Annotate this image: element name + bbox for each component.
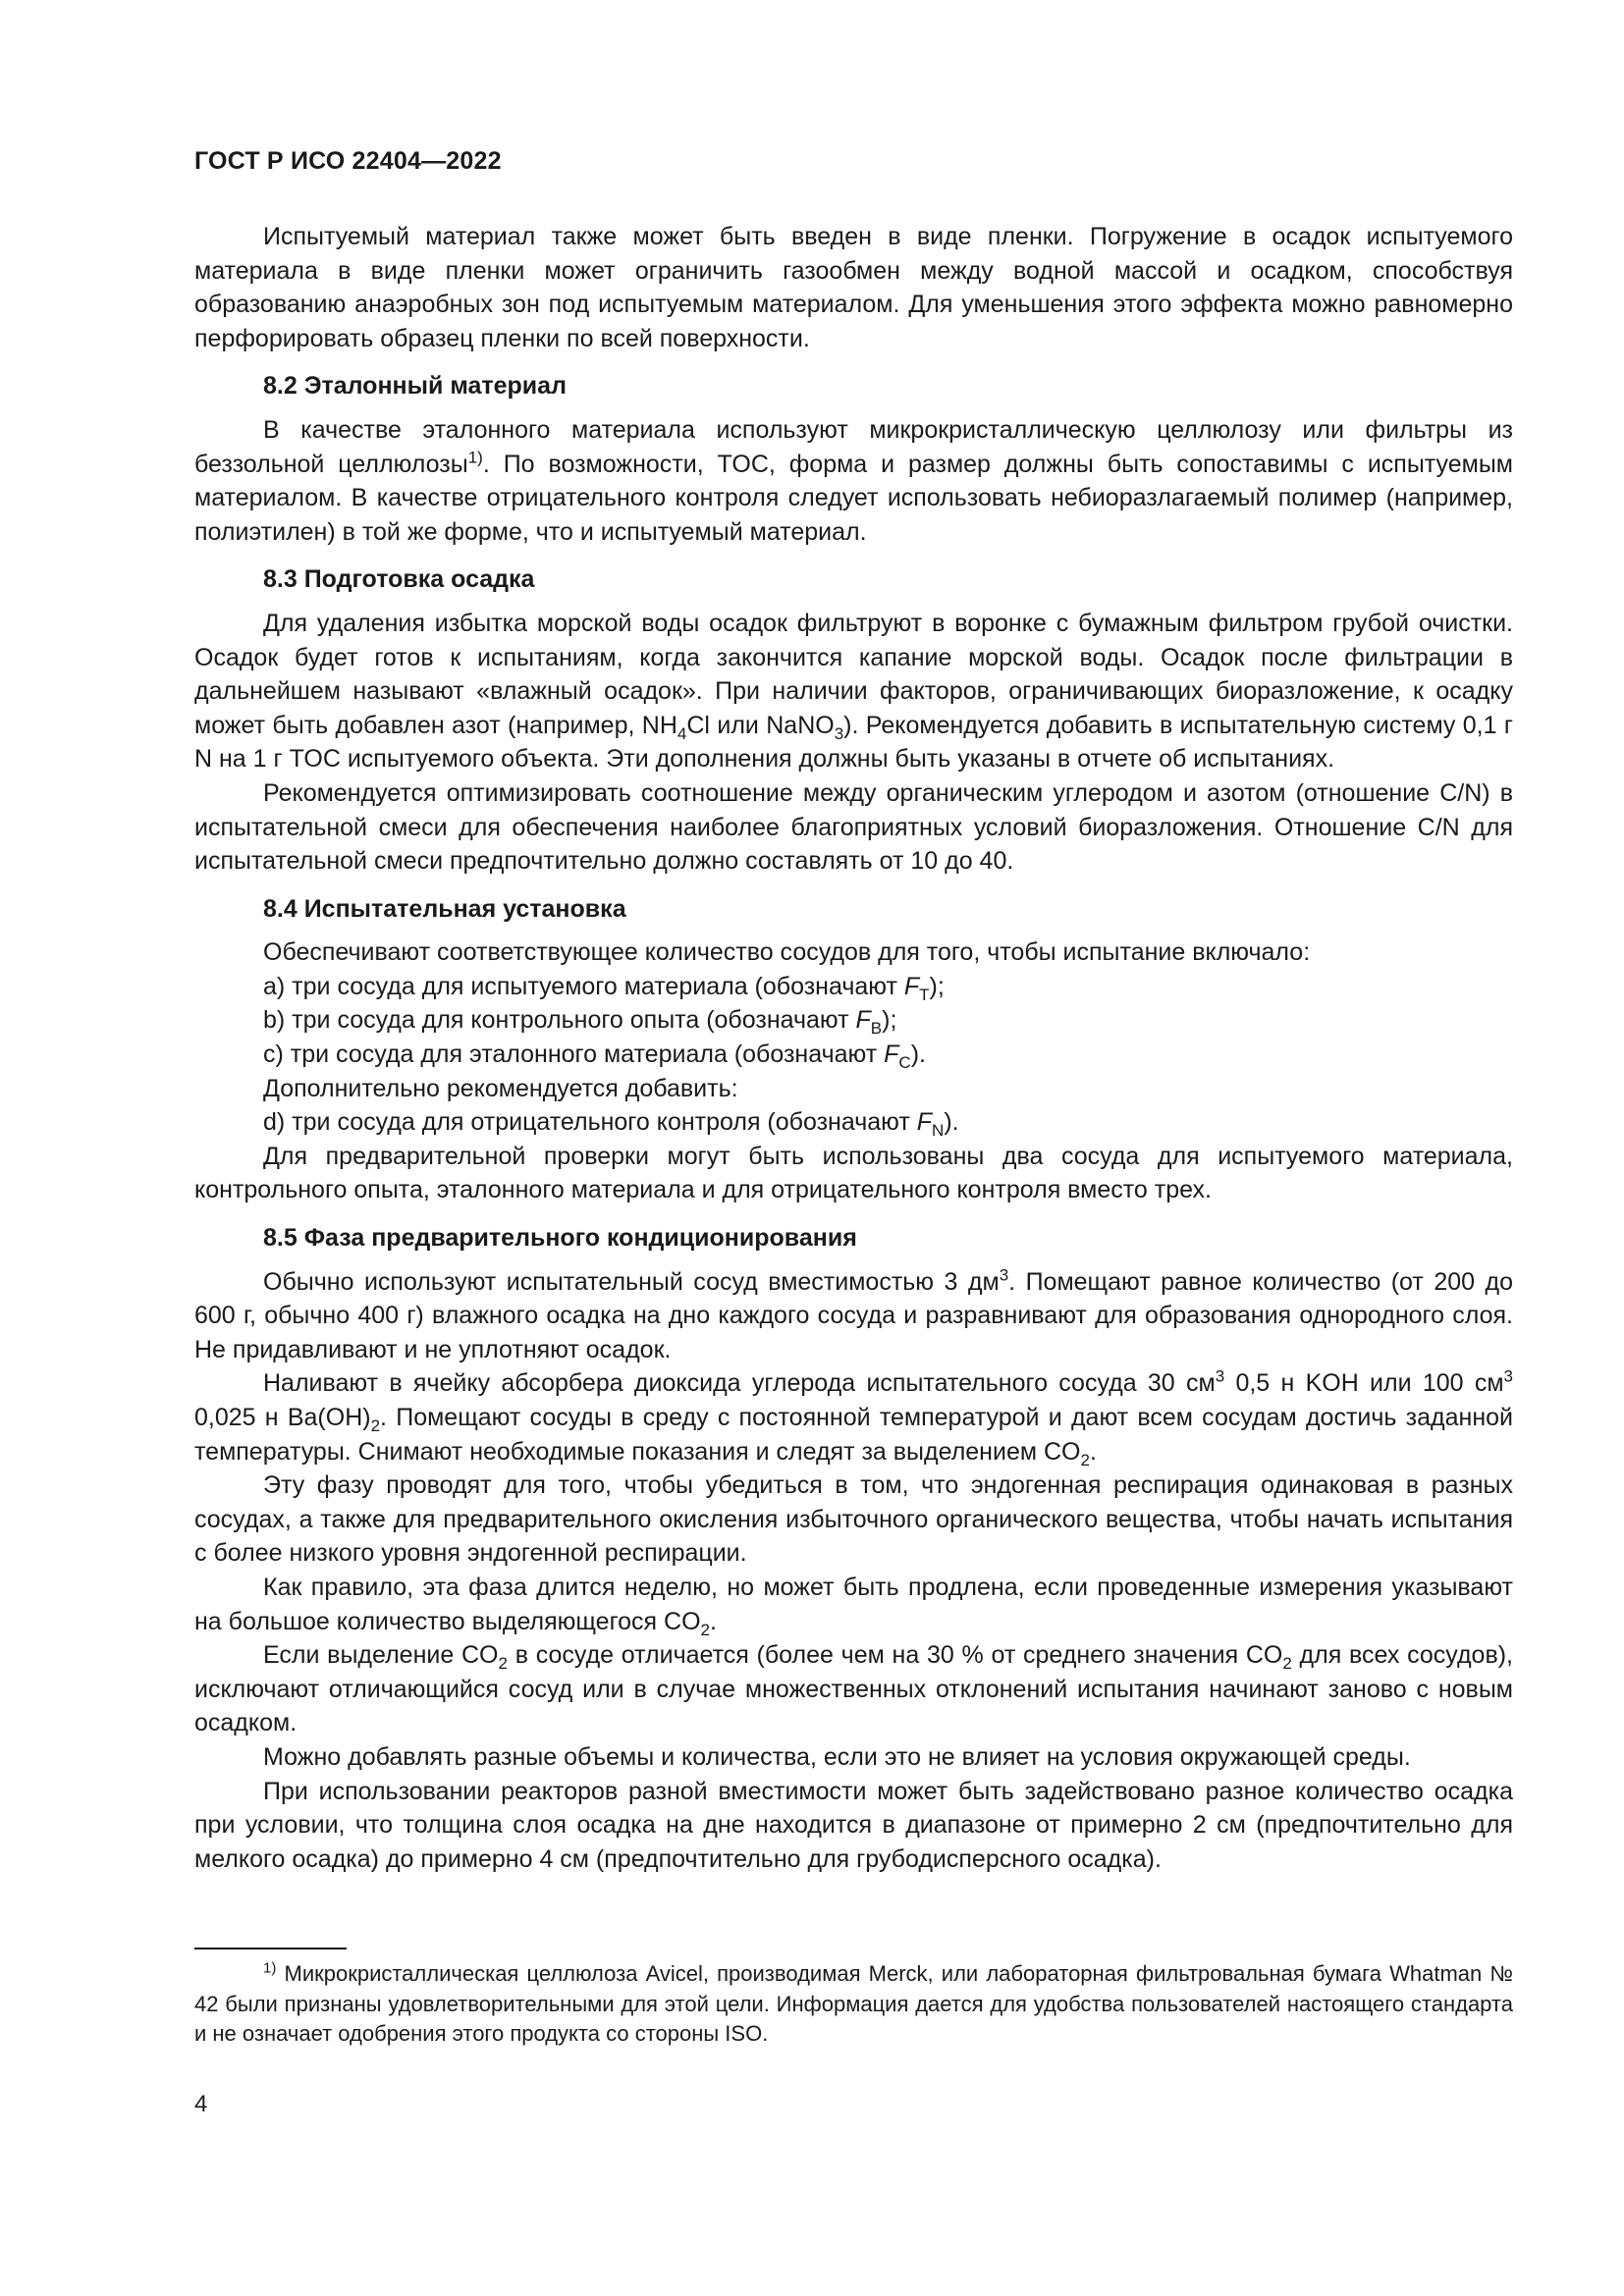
intro-paragraph: Испытуемый материал также может быть введен в виде пленки. Погружение в осадок испытуемого материала в виде пленки может ограничить газообмен между водной массой и осадком, способствуя образованию анаэробных зон под испытуемым материалом. Для уменьшения этого эффекта можно равномерно перфорировать образец пленки по всей поверхности. <box>194 223 1513 352</box>
section-8-5-heading: 8.5 Фаза предварительного кондиционирования <box>263 1224 857 1253</box>
section-8-4-heading: 8.4 Испытательная установка <box>263 894 626 923</box>
footnote-mark: 1) <box>263 1959 277 1977</box>
section-8-4-additional: Дополнительно рекомендуется добавить: <box>263 1074 738 1102</box>
section-8-5-paragraph-1: Обычно используют испытательный сосуд вместимостью 3 $дм^3$. Помещают равное количество (от 200 до 600 г, обычно 400 г) влажного осадка на дно каждого сосуда и разравнивают для образования однородного слоя. Не придавливают и не уплотняют осадок. <box>194 1265 1514 1363</box>
section-8-5-paragraph-2: Наливают в ячейку абсорбера диоксида углерода испытательного сосуда 30 $см^3$ 0,5 н KOH или 100 $см^3$ 0,025 н $Ba(OH)_2$. Помещают сосуды в среду с постоянной температурой и дают всем сосудам достичь заданной температуры. Снимают необходимые показания и следят за выделением $CO_2$. <box>194 1367 1514 1469</box>
section-8-5-paragraph-7: При использовании реакторов разной вместимости может быть задействовано разное количество осадка при условии, что толщина слоя осадка на дне находится в диапазоне от примерно 2 см (предпочтительно для мелкого осадка) до примерно 4 см (предпочтительно для грубодисперсного осадка). <box>194 1777 1513 1873</box>
footnote-ref[interactable]: 1) <box>467 448 483 467</box>
section-8-3-paragraph-1: Для удаления избытка морской воды осадок фильтруют в воронке с бумажным фильтром грубой очистки. Осадок будет готов к испытаниям, когда закончится капание морской воды. Осадок после фильтрации в дальнейшем называют «влажный осадок». При наличии факторов, ограничивающих биоразложение, к осадку может быть добавлен азот (например, $NH_4Cl$ или NaNO$_3$). Рекомендуется добавить в испытательную систему 0,1 г N на 1 г TOC испытуемого объекта. Эти дополнения должны быть указаны в отчете об испытаниях. <box>194 609 1514 774</box>
list-item-c: c) три сосуда для эталонного материала (обозначают $F_C$). <box>263 1041 926 1073</box>
section-8-5-paragraph-4: Как правило, эта фаза длится неделю, но может быть продлена, если проведенные измерения указывают на большое количество выделяющегося $CO_2$. <box>194 1573 1513 1639</box>
list-item-b: b) три сосуда для контрольного опыта (обозначают $F_B$); <box>263 1006 897 1039</box>
document-body <box>194 220 1513 1876</box>
section-8-3-paragraph-2: Рекомендуется оптимизировать соотношение между органическим углеродом и азотом (отношение C/N) в испытательной смеси для обеспечения наиболее благоприятных условий биоразложения. Отношение C/N для испытательной смеси предпочтительно должно составлять от 10 до 40. <box>194 778 1513 876</box>
section-8-3-heading: 8.3 Подготовка осадка <box>263 565 535 594</box>
list-item-d: d) три сосуда для отрицательного контроля (обозначают $F_N$). <box>263 1108 959 1141</box>
document-header: ГОСТ Р ИСО 22404—2022 <box>194 147 502 175</box>
section-8-5-paragraph-5: Если выделение $CO_2$ в сосуде отличается (более чем на 30 % от среднего значения $CO_2$ для всех сосудов), исключают отличающийся сосуд или в случае множественных отклонений испытания начинают заново с новым осадком. <box>194 1641 1513 1737</box>
section-8-5-paragraph-6: Можно добавлять разные объемы и количества, если это не влияет на условия окружающей среды. <box>263 1742 1411 1771</box>
section-8-2-paragraph: В качестве эталонного материала используют микрокристаллическую целлюлозу или фильтры из беззольной целлюлозы$^{1)}$. По возможности, TOC, форма и размер должны быть сопоставимы с испытуемым материалом. В качестве отрицательного контроля следует использовать небиоразлагаемый полимер (например, полиэтилен) в той же форме, что и испытуемый материал. <box>194 415 1513 546</box>
section-8-4-paragraph-last: Для предварительной проверки могут быть использованы два сосуда для испытуемого материала, контрольного опыта, эталонного материала и для отрицательного контроля вместо трех. <box>194 1142 1513 1204</box>
footnote-divider <box>194 1948 347 1949</box>
section-8-2-heading: 8.2 Эталонный материал <box>263 372 567 400</box>
section-8-4-intro: Обеспечивают соответствующее количество сосудов для того, чтобы испытание включало: <box>263 938 1311 967</box>
footnote: $^{1)}$ Микрокристаллическая целлюлоза Avicel, производимая Merck, или лабораторная фильтровальная бумага Whatman № 42 были признаны удовлетворительными для этой цели. Информация дается для удобства пользователей настоящего стандарта и не означает одобрения этого продукта со стороны ISO. <box>194 1959 1513 2046</box>
page-number: 4 <box>194 2091 208 2117</box>
list-item-a: a) три сосуда для испытуемого материала (обозначают $F_T$); <box>263 972 945 1004</box>
section-8-5-paragraph-3: Эту фазу проводят для того, чтобы убедиться в том, что эндогенная респирация одинаковая в разных сосудах, а также для предварительного окисления избыточного органического вещества, чтобы начать испытания с более низкого уровня эндогенной респирации. <box>194 1471 1513 1568</box>
